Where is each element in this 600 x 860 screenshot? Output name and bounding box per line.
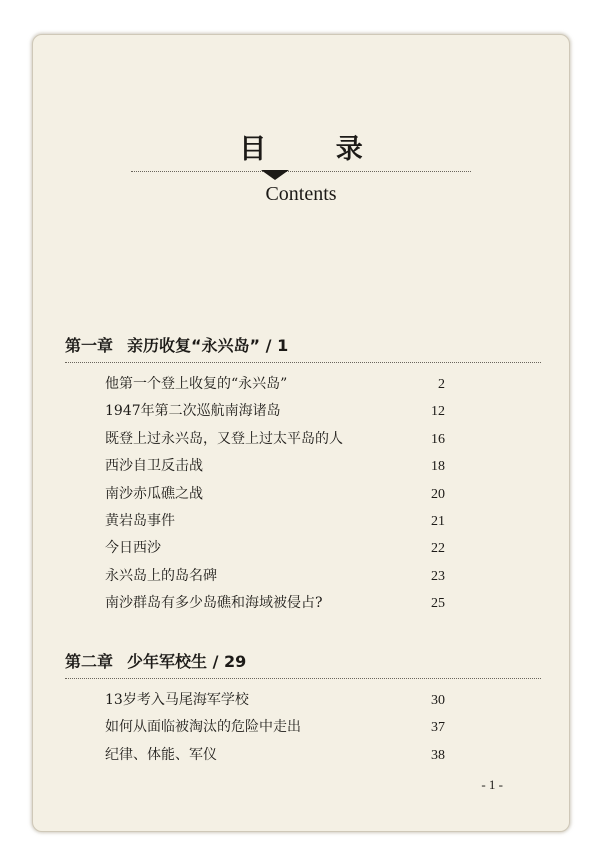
- chapter-page: 29: [224, 652, 247, 671]
- entry-title: 1947年第二次巡航南海诸岛: [105, 403, 281, 420]
- entry-page: 30: [431, 693, 445, 708]
- toc-entry[interactable]: [105, 687, 445, 714]
- chapter-title: 亲历收复“永兴岛”: [127, 336, 261, 355]
- entry-title: 南沙赤瓜礁之战: [105, 485, 203, 502]
- chapter-heading: [65, 333, 535, 356]
- title-divider: [131, 171, 471, 172]
- book-page: [32, 34, 570, 832]
- chapter-1-entries: [105, 371, 445, 618]
- toc-entry[interactable]: [105, 371, 445, 398]
- title-arrow-icon: [261, 170, 289, 180]
- entry-page: 37: [431, 720, 445, 736]
- entry-title: 既登上过永兴岛，又登上过太平岛的人: [105, 430, 343, 447]
- chapter-1: [65, 333, 535, 363]
- chapter-page: 1: [277, 336, 289, 355]
- entry-page: 16: [431, 431, 445, 447]
- toc-entry[interactable]: [105, 453, 445, 480]
- entry-title: 永兴岛上的岛名碑: [105, 567, 217, 584]
- entry-title: 13岁考入马尾海军学校: [105, 692, 249, 708]
- entry-title: 如何从面临被淘汰的危险中走出: [105, 719, 301, 736]
- entry-page: 23: [431, 568, 445, 584]
- chapter-page-separator: /: [212, 652, 219, 671]
- toc-entry[interactable]: [105, 426, 445, 453]
- entry-page: 22: [431, 541, 445, 557]
- entry-page: 12: [431, 404, 445, 420]
- entry-page: 20: [431, 486, 445, 502]
- entry-page: 38: [431, 747, 445, 763]
- chapter-number: 第一章: [65, 336, 114, 355]
- chapter-page-separator: /: [265, 336, 272, 355]
- toc-entry[interactable]: [105, 563, 445, 590]
- page-subtitle: Contents: [265, 183, 337, 205]
- toc-entry[interactable]: [105, 398, 445, 425]
- chapter-2: [65, 649, 535, 679]
- chapter-2-entries: [105, 687, 445, 769]
- entry-title: 南沙群岛有多少岛礁和海域被侵占?: [105, 595, 323, 612]
- chapter-divider: [65, 678, 541, 679]
- entry-page: 21: [431, 513, 445, 529]
- chapter-heading: [65, 649, 535, 672]
- entry-title: 今日西沙: [105, 540, 161, 557]
- toc-entry[interactable]: [105, 508, 445, 535]
- page-title: 目 录: [239, 134, 393, 165]
- toc-entry[interactable]: [105, 742, 445, 769]
- entry-page: 25: [431, 596, 445, 612]
- toc-entry[interactable]: [105, 481, 445, 508]
- entry-title: 他第一个登上收复的“永兴岛”: [105, 376, 288, 392]
- toc-entry[interactable]: [105, 535, 445, 562]
- chapter-number: 第二章: [65, 652, 114, 671]
- entry-page: 18: [431, 459, 445, 475]
- toc-entry[interactable]: [105, 590, 445, 617]
- page-number: - 1 -: [481, 777, 503, 792]
- entry-title: 西沙自卫反击战: [105, 458, 203, 475]
- chapter-divider: [65, 362, 541, 363]
- entry-page: 2: [438, 377, 445, 392]
- entry-title: 纪律、体能、军仪: [105, 746, 217, 763]
- entry-title: 黄岩岛事件: [105, 512, 175, 529]
- toc-entry[interactable]: [105, 714, 445, 741]
- chapter-title: 少年军校生: [127, 652, 208, 671]
